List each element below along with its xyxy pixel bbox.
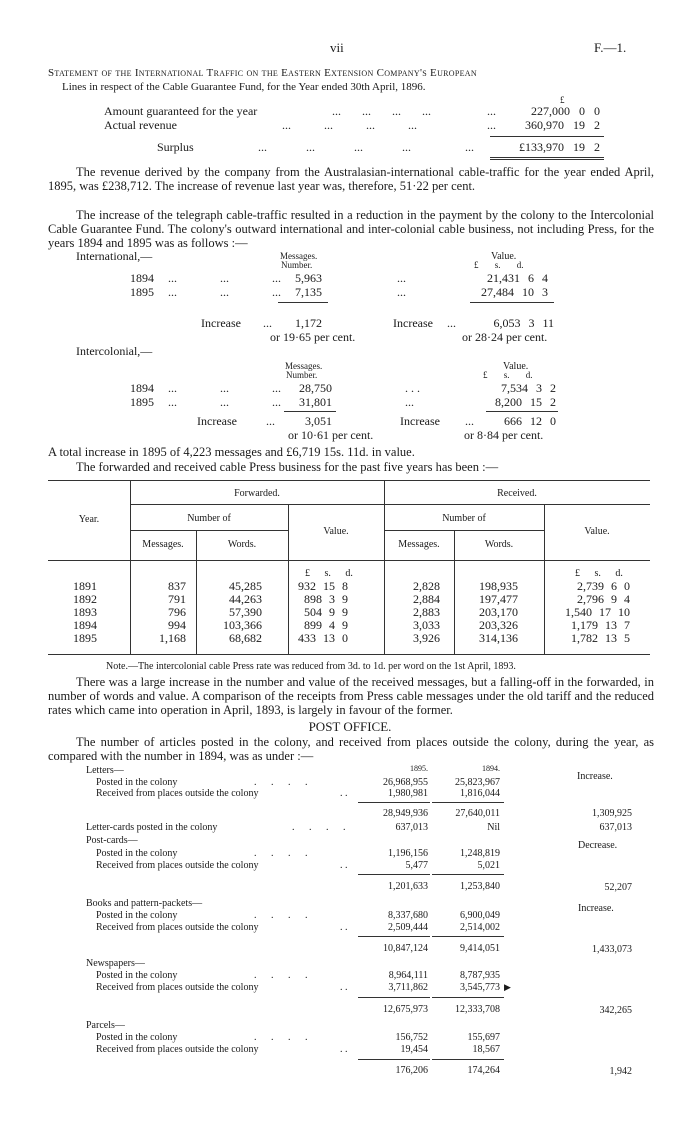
press-forwarded-words: 68,682 [229, 631, 262, 645]
post-cards-posted-1894: 1,248,819 [460, 848, 500, 859]
parcels-label: Parcels— [86, 1020, 125, 1031]
press-forwarded-words: 57,390 [229, 605, 262, 619]
books-change-label: Increase. [578, 903, 614, 914]
intercolonial-messages-head: Messages. [285, 361, 323, 371]
letters-received-label: Received from places outside the colony [96, 788, 259, 799]
revenue-guaranteed-label: Amount guaranteed for the year [104, 104, 258, 118]
parcels-total-1895: 176,206 [395, 1065, 428, 1076]
parcels-received-1895: 19,454 [400, 1044, 428, 1055]
international-increase-dots: ... [263, 316, 272, 330]
press-received-words: 197,477 [479, 592, 518, 606]
newspapers-total-1894: 12,333,708 [455, 1004, 500, 1015]
books-posted-1894: 6,900,049 [460, 910, 500, 921]
press-forwarded-words: 103,366 [223, 618, 262, 632]
press-forwarded-words: 44,263 [229, 592, 262, 606]
post-office-heading: POST OFFICE. [308, 719, 392, 734]
post-cards-posted-dots: . . . . [254, 848, 308, 859]
international-number-head: Number. [281, 260, 313, 270]
letters-label: Letters— [86, 765, 124, 776]
books-received-1894: 2,514,002 [460, 922, 500, 933]
arrow-mark-icon: ▶ [504, 982, 511, 992]
letters-total-1895: 28,949,936 [383, 808, 428, 819]
intercolonial-dots-1894: ... ... ... [168, 381, 281, 395]
page-number: vii [330, 40, 344, 55]
parcels-received-1894: 18,567 [472, 1044, 500, 1055]
letters-received-1894: 1,816,044 [460, 788, 500, 799]
international-rule-number [278, 302, 328, 303]
revenue-actual-lead: ... [487, 118, 496, 132]
press-received-value: 2,739 6 0 [577, 579, 630, 593]
press-received-words: 314,136 [479, 631, 518, 645]
press-forwarded-lsd-head: £ s. d. [305, 568, 353, 579]
press-row-year: 1894 [73, 618, 97, 632]
post-cards-posted-label: Posted in the colony [96, 848, 178, 859]
intercolonial-lsd-head: £ s. d. [483, 370, 533, 380]
post-cards-received-dots: . . [340, 860, 348, 871]
press-received-messages: 3,926 [413, 631, 440, 645]
intercolonial-number-head: Number. [286, 370, 318, 380]
press-received-words: 203,326 [479, 618, 518, 632]
international-year-1894: 1894 [130, 271, 154, 285]
books-total-1895: 10,847,124 [383, 943, 428, 954]
intercolonial-pct-number: or 10·61 per cent. [288, 428, 374, 442]
press-received-head: Received. [497, 488, 537, 499]
intercolonial-sep-1894: . . . [405, 381, 420, 395]
letters-change-label: Increase. [577, 771, 613, 782]
letter-cards-1894: Nil [487, 822, 500, 833]
press-received-messages-head: Messages. [398, 539, 440, 550]
international-rule-value [470, 302, 554, 303]
parcels-posted-1895: 156,752 [395, 1032, 428, 1043]
press-received-value: 1,782 13 5 [571, 631, 630, 645]
press-forwarded-messages-head: Messages. [142, 539, 184, 550]
newspapers-posted-label: Posted in the colony [96, 970, 178, 981]
international-increase-value: 6,053 3 11 [493, 316, 554, 330]
post-cards-posted-1895: 1,196,156 [388, 848, 428, 859]
newspapers-total-1895: 12,675,973 [383, 1004, 428, 1015]
letter-cards-dots: . . . . [292, 822, 346, 833]
international-value-head: Value. [491, 251, 517, 262]
books-posted-1895: 8,337,680 [388, 910, 428, 921]
revenue-guaranteed-value: 227,000 0 0 [531, 104, 600, 118]
revenue-surplus-dots: ... ... ... ... [258, 140, 411, 154]
international-dots-1894: ... ... ... [168, 271, 281, 285]
post-col-1895: 1895. [410, 764, 428, 773]
international-number-1894: 5,963 [295, 271, 322, 285]
press-received-value-head: Value. [584, 526, 610, 537]
press-received-value: 1,540 17 10 [565, 605, 630, 619]
press-forwarded-messages: 1,168 [159, 631, 186, 645]
letter-cards-change: 637,013 [599, 822, 632, 833]
newspapers-posted-1895: 8,964,111 [388, 970, 428, 981]
post-cards-label: Post-cards— [86, 835, 138, 846]
books-label: Books and pattern-packets— [86, 898, 203, 909]
international-sep-1894: ... [397, 271, 406, 285]
books-received-label: Received from places outside the colony [96, 922, 259, 933]
letters-posted-dots: . . . . [254, 777, 308, 788]
post-cards-received-label: Received from places outside the colony [96, 860, 259, 871]
press-forwarded-messages: 994 [168, 618, 186, 632]
parcels-posted-1894: 155,697 [467, 1032, 500, 1043]
post-cards-change-label: Decrease. [578, 840, 618, 851]
press-forwarded-messages: 796 [168, 605, 186, 619]
press-forwarded-value: 504 9 9 [304, 605, 348, 619]
press-forwarded-messages: 791 [168, 592, 186, 606]
intercolonial-label: Intercolonial,— [76, 344, 153, 358]
press-rate-note: Note.—The intercolonial cable Press rate was reduced from 3d. to 1d. per word on the 1st April, 1893. [106, 661, 516, 672]
newspapers-posted-dots: . . . . [254, 970, 308, 981]
press-received-value: 1,179 13 7 [571, 618, 630, 632]
intercolonial-increase-value: 666 12 0 [504, 414, 556, 428]
press-received-number-of: Number of [442, 513, 486, 524]
international-increase-label: Increase [201, 316, 241, 330]
international-label: International,— [76, 249, 153, 263]
post-cards-received-1894: 5,021 [477, 860, 500, 871]
letter-cards-label: Letter-cards posted in the colony [86, 822, 218, 833]
newspapers-change: 342,265 [599, 1005, 632, 1016]
international-pct-number: or 19·65 per cent. [270, 330, 356, 344]
press-forwarded-words-head: Words. [227, 539, 257, 550]
intercolonial-value-1894: 7,534 3 2 [501, 381, 556, 395]
parcels-posted-label: Posted in the colony [96, 1032, 178, 1043]
parcels-received-label: Received from places outside the colony [96, 1044, 259, 1055]
letters-change: 1,309,925 [592, 808, 632, 819]
revenue-actual-dots: ... ... ... ... [282, 118, 417, 132]
press-forwarded-messages: 837 [168, 579, 186, 593]
press-received-lsd-head: £ s. d. [575, 568, 623, 579]
revenue-surplus-value: £133,970 19 2 [519, 140, 600, 154]
international-increase-number: 1,172 [295, 316, 322, 330]
international-pct-value: or 28·24 per cent. [462, 330, 548, 344]
international-messages-head: Messages. [280, 251, 318, 261]
newspapers-posted-1894: 8,787,935 [460, 970, 500, 981]
paragraph-total-increase: A total increase in 1895 of 4,223 messages and £6,719 15s. 11d. in value. [48, 445, 415, 459]
letters-posted-1895: 26,968,955 [383, 777, 428, 788]
letters-posted-label: Posted in the colony [96, 777, 178, 788]
press-received-messages: 2,828 [413, 579, 440, 593]
books-change: 1,433,073 [592, 944, 632, 955]
revenue-guaranteed-lead: ... [487, 104, 496, 118]
international-increase-label2: Increase [393, 316, 433, 330]
statement-title-line1: Statement of the International Traffic on the Eastern Extension Company's European [48, 67, 477, 79]
revenue-actual-value: 360,970 19 2 [525, 118, 600, 132]
intercolonial-increase-dots2: ... [465, 414, 474, 428]
books-received-dots: . . [340, 922, 348, 933]
books-posted-dots: . . . . [254, 910, 308, 921]
press-forwarded-words: 45,285 [229, 579, 262, 593]
paragraph-press-comparison: There was a large increase in the number and value of the received messages, but a falling-off in the forwarded, in number of words and value. A comparison of the receipts from Press cable messages under the old tariff and the reduced rates which came into operation in April, 1893, is largely in favour of the former. [48, 675, 654, 717]
newspapers-received-1894: 3,545,773 [460, 982, 500, 993]
parcels-total-1894: 174,264 [467, 1065, 500, 1076]
parcels-change: 1,942 [609, 1066, 632, 1077]
press-received-value: 2,796 9 4 [577, 592, 630, 606]
books-total-1894: 9,414,051 [460, 943, 500, 954]
international-value-1894: 21,431 6 4 [487, 271, 548, 285]
revenue-rule-bottom [490, 157, 604, 158]
international-lsd-head: £ s. d. [474, 260, 524, 270]
press-forwarded-value: 433 13 0 [298, 631, 348, 645]
books-posted-label: Posted in the colony [96, 910, 178, 921]
paragraph-revenue: The revenue derived by the company from the Australasian-international cable-traffic for the year ended April, 1895, was £238,712. The increase of revenue last year was, therefore, 51·22 per cent. [48, 165, 654, 193]
revenue-surplus-lead: ... [465, 140, 474, 154]
press-row-year: 1893 [73, 605, 97, 619]
intercolonial-rule-value [486, 411, 558, 412]
newspapers-label: Newspapers— [86, 958, 145, 969]
doc-reference: F.—1. [594, 40, 627, 55]
post-cards-total-1895: 1,201,633 [388, 881, 428, 892]
international-value-1895: 27,484 10 3 [481, 285, 548, 299]
press-forwarded-value: 899 4 9 [304, 618, 348, 632]
intercolonial-increase-label2: Increase [400, 414, 440, 428]
press-row-year: 1895 [73, 631, 97, 645]
intercolonial-value-head: Value. [503, 361, 529, 372]
newspapers-received-1895: 3,711,862 [388, 982, 428, 993]
letters-received-dots: . . [340, 788, 348, 799]
intercolonial-increase-dots: ... [266, 414, 275, 428]
revenue-rule-top [490, 136, 604, 137]
press-year-head: Year. [78, 514, 100, 525]
intercolonial-sep-1895: ... [405, 395, 414, 409]
paragraph-cable-traffic: The increase of the telegraph cable-traffic resulted in a reduction in the payment by the colony to the Intercolonial Cable Guarantee Fund. The colony's outward international and inter-colonial cable business, not including Press, for the years 1894 and 1895 was as follows :— [48, 208, 654, 250]
press-received-messages: 3,033 [413, 618, 440, 632]
parcels-received-dots: . . [340, 1044, 348, 1055]
press-forwarded-value: 898 3 9 [304, 592, 348, 606]
intercolonial-number-1894: 28,750 [299, 381, 332, 395]
press-received-words: 203,170 [479, 605, 518, 619]
intercolonial-rule-number [284, 411, 336, 412]
press-row-year: 1892 [73, 592, 97, 606]
statement-title-line2: Lines in respect of the Cable Guarantee Fund, for the Year ended 30th April, 1896. [62, 81, 426, 93]
international-year-1895: 1895 [130, 285, 154, 299]
newspapers-received-dots: . . [340, 982, 348, 993]
intercolonial-dots-1895: ... ... ... [168, 395, 281, 409]
press-row-year: 1891 [73, 579, 97, 593]
paragraph-post-intro: The number of articles posted in the colony, and received from places outside the colony, during the year, as compared with the number in 1894, was as under :— [48, 735, 654, 763]
books-received-1895: 2,509,444 [388, 922, 428, 933]
press-forwarded-number-of: Number of [187, 513, 231, 524]
press-forwarded-value-head: Value. [323, 526, 349, 537]
press-received-messages: 2,883 [413, 605, 440, 619]
post-cards-received-1895: 5,477 [405, 860, 428, 871]
international-sep-1895: ... [397, 285, 406, 299]
international-dots-1895: ... ... ... [168, 285, 281, 299]
letters-total-1894: 27,640,011 [455, 808, 500, 819]
post-cards-change: 52,207 [604, 882, 632, 893]
intercolonial-increase-label: Increase [197, 414, 237, 428]
intercolonial-number-1895: 31,801 [299, 395, 332, 409]
intercolonial-year-1895: 1895 [130, 395, 154, 409]
letters-received-1895: 1,980,981 [388, 788, 428, 799]
letters-posted-1894: 25,823,967 [455, 777, 500, 788]
revenue-rule-double [490, 159, 604, 160]
press-received-words-head: Words. [484, 539, 514, 550]
post-col-1894: 1894. [482, 764, 500, 773]
paragraph-press-intro: The forwarded and received cable Press business for the past five years has been :— [76, 460, 499, 474]
revenue-currency: £ [560, 95, 565, 105]
press-forwarded-value: 932 15 8 [298, 579, 348, 593]
revenue-guaranteed-dots: ... ... ... ... [332, 104, 431, 118]
intercolonial-year-1894: 1894 [130, 381, 154, 395]
press-forwarded-head: Forwarded. [234, 488, 280, 499]
newspapers-received-label: Received from places outside the colony [96, 982, 259, 993]
international-number-1895: 7,135 [295, 285, 322, 299]
post-cards-total-1894: 1,253,840 [460, 881, 500, 892]
intercolonial-value-1895: 8,200 15 2 [495, 395, 556, 409]
parcels-posted-dots: . . . . [254, 1032, 308, 1043]
press-received-messages: 2,884 [413, 592, 440, 606]
revenue-actual-label: Actual revenue [104, 118, 177, 132]
international-increase-dots2: ... [447, 316, 456, 330]
letter-cards-1895: 637,013 [395, 822, 428, 833]
press-received-words: 198,935 [479, 579, 518, 593]
intercolonial-increase-number: 3,051 [305, 414, 332, 428]
revenue-surplus-label: Surplus [157, 140, 194, 154]
intercolonial-pct-value: or 8·84 per cent. [464, 428, 544, 442]
